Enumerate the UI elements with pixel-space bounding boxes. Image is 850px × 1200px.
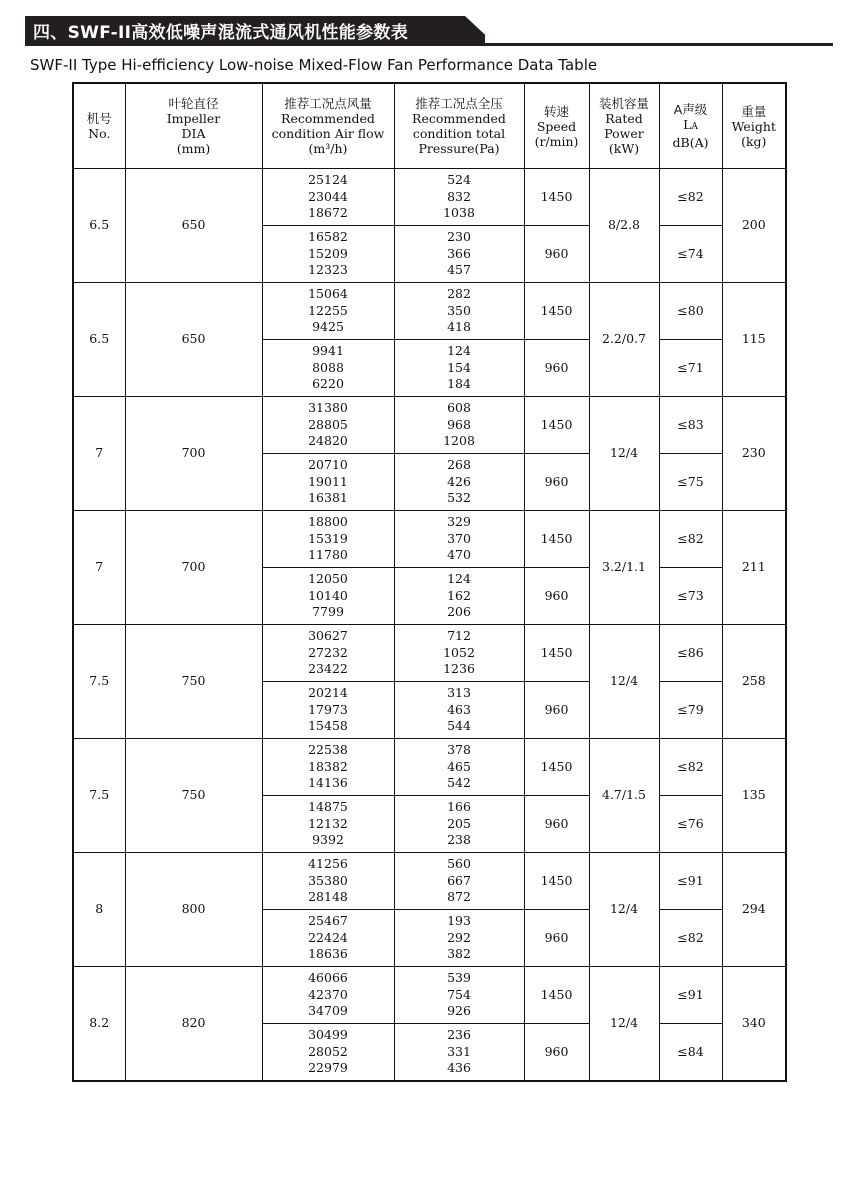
cell-no: 8 bbox=[73, 853, 125, 967]
cell-total-pressure-value: 532 bbox=[447, 490, 471, 506]
cell-no: 8.2 bbox=[73, 967, 125, 1082]
cell-total-pressure-value: 465 bbox=[447, 758, 471, 774]
cell-total-pressure-value: 205 bbox=[447, 815, 471, 831]
cell-air-flow-value: 25467 bbox=[308, 913, 348, 929]
cell-air-flow-value: 9941 bbox=[312, 343, 344, 359]
cell-noise-level: ≤82 bbox=[659, 511, 722, 568]
cell-speed: 960 bbox=[524, 454, 589, 511]
cell-air-flow-value: 12132 bbox=[308, 815, 348, 831]
cell-air-flow-value: 23422 bbox=[308, 661, 348, 677]
cell-noise-level: ≤82 bbox=[659, 739, 722, 796]
cell-noise-level: ≤75 bbox=[659, 454, 722, 511]
cell-air-flow-value: 18636 bbox=[308, 946, 348, 962]
cell-speed: 1450 bbox=[524, 283, 589, 340]
cell-total-pressure-value: 872 bbox=[447, 889, 471, 905]
cell-air-flow-value: 12323 bbox=[308, 262, 348, 278]
cell-total-pressure bbox=[394, 397, 524, 454]
header-impeller-dia: 叶轮直径 Impeller DIA (mm) bbox=[125, 83, 262, 169]
cell-speed: 960 bbox=[524, 1024, 589, 1082]
cell-total-pressure-value: 1052 bbox=[443, 644, 475, 660]
cell-air-flow-value: 16381 bbox=[308, 490, 348, 506]
cell-total-pressure-value: 166 bbox=[447, 799, 471, 815]
cell-air-flow-value: 11780 bbox=[308, 547, 348, 563]
cell-air-flow-value: 34709 bbox=[308, 1003, 348, 1019]
cell-total-pressure-value: 313 bbox=[447, 685, 471, 701]
cell-noise-level: ≤71 bbox=[659, 340, 722, 397]
cell-total-pressure-value: 832 bbox=[447, 188, 471, 204]
cell-rated-power: 12/4 bbox=[589, 625, 659, 739]
cell-weight: 211 bbox=[722, 511, 786, 625]
cell-air-flow bbox=[262, 625, 394, 682]
cell-weight: 200 bbox=[722, 169, 786, 283]
cell-total-pressure-value: 524 bbox=[447, 172, 471, 188]
cell-air-flow-value: 28052 bbox=[308, 1043, 348, 1059]
cell-speed: 1450 bbox=[524, 511, 589, 568]
cell-weight: 294 bbox=[722, 853, 786, 967]
cell-air-flow-value: 14136 bbox=[308, 775, 348, 791]
cell-noise-level: ≤84 bbox=[659, 1024, 722, 1082]
cell-air-flow-value: 16582 bbox=[308, 229, 348, 245]
cell-rated-power: 2.2/0.7 bbox=[589, 283, 659, 397]
cell-impeller-dia: 650 bbox=[125, 169, 262, 283]
cell-speed: 1450 bbox=[524, 169, 589, 226]
cell-total-pressure bbox=[394, 796, 524, 853]
cell-air-flow-value: 35380 bbox=[308, 872, 348, 888]
cell-total-pressure-value: 463 bbox=[447, 701, 471, 717]
cell-noise-level: ≤82 bbox=[659, 910, 722, 967]
cell-air-flow bbox=[262, 340, 394, 397]
cell-air-flow-value: 19011 bbox=[308, 473, 348, 489]
cell-no: 7 bbox=[73, 511, 125, 625]
cell-rated-power: 12/4 bbox=[589, 397, 659, 511]
cell-impeller-dia: 750 bbox=[125, 625, 262, 739]
cell-rated-power: 3.2/1.1 bbox=[589, 511, 659, 625]
cell-total-pressure bbox=[394, 226, 524, 283]
cell-air-flow bbox=[262, 853, 394, 910]
header-noise-level: A声级 LA dB(A) bbox=[659, 83, 722, 169]
cell-no: 7 bbox=[73, 397, 125, 511]
cell-noise-level: ≤74 bbox=[659, 226, 722, 283]
cell-air-flow-value: 12050 bbox=[308, 571, 348, 587]
cell-air-flow-value: 42370 bbox=[308, 986, 348, 1002]
section-banner bbox=[25, 16, 833, 46]
header-total-pressure: 推荐工况点全压 Recommended condition total Pressure(Pa) bbox=[394, 83, 524, 169]
cell-air-flow-value: 15458 bbox=[308, 718, 348, 734]
cell-noise-level: ≤82 bbox=[659, 169, 722, 226]
cell-total-pressure-value: 331 bbox=[447, 1043, 471, 1059]
cell-air-flow-value: 18672 bbox=[308, 205, 348, 221]
table-row bbox=[73, 169, 786, 226]
cell-air-flow bbox=[262, 454, 394, 511]
cell-total-pressure bbox=[394, 910, 524, 967]
cell-total-pressure-value: 236 bbox=[447, 1027, 471, 1043]
cell-weight: 230 bbox=[722, 397, 786, 511]
table-row bbox=[73, 397, 786, 454]
cell-total-pressure bbox=[394, 739, 524, 796]
cell-weight: 340 bbox=[722, 967, 786, 1082]
cell-speed: 1450 bbox=[524, 625, 589, 682]
cell-air-flow-value: 30627 bbox=[308, 628, 348, 644]
cell-weight: 115 bbox=[722, 283, 786, 397]
cell-noise-level: ≤80 bbox=[659, 283, 722, 340]
header-speed: 转速 Speed (r/min) bbox=[524, 83, 589, 169]
cell-total-pressure-value: 470 bbox=[447, 547, 471, 563]
cell-total-pressure bbox=[394, 454, 524, 511]
cell-total-pressure-value: 457 bbox=[447, 262, 471, 278]
cell-air-flow-value: 28805 bbox=[308, 416, 348, 432]
cell-air-flow-value: 28148 bbox=[308, 889, 348, 905]
cell-air-flow-value: 15319 bbox=[308, 530, 348, 546]
cell-total-pressure-value: 366 bbox=[447, 245, 471, 261]
table-row bbox=[73, 853, 786, 910]
table-row bbox=[73, 739, 786, 796]
cell-no: 6.5 bbox=[73, 283, 125, 397]
cell-impeller-dia: 820 bbox=[125, 967, 262, 1082]
cell-total-pressure-value: 968 bbox=[447, 416, 471, 432]
cell-speed: 1450 bbox=[524, 397, 589, 454]
cell-air-flow bbox=[262, 796, 394, 853]
cell-speed: 960 bbox=[524, 340, 589, 397]
cell-air-flow bbox=[262, 283, 394, 340]
cell-air-flow-value: 30499 bbox=[308, 1027, 348, 1043]
cell-noise-level: ≤91 bbox=[659, 967, 722, 1024]
cell-air-flow-value: 9425 bbox=[312, 319, 344, 335]
cell-total-pressure-value: 1038 bbox=[443, 205, 475, 221]
cell-total-pressure bbox=[394, 682, 524, 739]
cell-noise-level: ≤83 bbox=[659, 397, 722, 454]
cell-air-flow-value: 6220 bbox=[312, 376, 344, 392]
cell-impeller-dia: 700 bbox=[125, 511, 262, 625]
table-body bbox=[73, 169, 786, 1082]
cell-air-flow-value: 22424 bbox=[308, 929, 348, 945]
cell-total-pressure-value: 539 bbox=[447, 970, 471, 986]
cell-no: 7.5 bbox=[73, 625, 125, 739]
cell-total-pressure-value: 754 bbox=[447, 986, 471, 1002]
cell-total-pressure-value: 418 bbox=[447, 319, 471, 335]
table-row bbox=[73, 511, 786, 568]
cell-air-flow-value: 20710 bbox=[308, 457, 348, 473]
cell-rated-power: 12/4 bbox=[589, 967, 659, 1082]
cell-air-flow-value: 18800 bbox=[308, 514, 348, 530]
header-weight: 重量 Weight (kg) bbox=[722, 83, 786, 169]
cell-speed: 1450 bbox=[524, 739, 589, 796]
cell-speed: 960 bbox=[524, 226, 589, 283]
cell-total-pressure-value: 712 bbox=[447, 628, 471, 644]
cell-air-flow-value: 14875 bbox=[308, 799, 348, 815]
cell-air-flow bbox=[262, 226, 394, 283]
cell-total-pressure-value: 238 bbox=[447, 832, 471, 848]
cell-noise-level: ≤91 bbox=[659, 853, 722, 910]
cell-total-pressure-value: 350 bbox=[447, 302, 471, 318]
cell-air-flow bbox=[262, 1024, 394, 1082]
cell-air-flow-value: 12255 bbox=[308, 302, 348, 318]
cell-air-flow-value: 31380 bbox=[308, 400, 348, 416]
performance-table bbox=[72, 82, 787, 1082]
cell-weight: 135 bbox=[722, 739, 786, 853]
cell-air-flow bbox=[262, 967, 394, 1024]
cell-total-pressure-value: 436 bbox=[447, 1060, 471, 1076]
cell-total-pressure-value: 667 bbox=[447, 872, 471, 888]
cell-noise-level: ≤73 bbox=[659, 568, 722, 625]
cell-air-flow-value: 7799 bbox=[312, 604, 344, 620]
cell-total-pressure-value: 329 bbox=[447, 514, 471, 530]
cell-impeller-dia: 800 bbox=[125, 853, 262, 967]
cell-noise-level: ≤76 bbox=[659, 796, 722, 853]
cell-impeller-dia: 750 bbox=[125, 739, 262, 853]
cell-total-pressure bbox=[394, 1024, 524, 1082]
header-air-flow: 推荐工况点风量 Recommended condition Air flow (m³/h) bbox=[262, 83, 394, 169]
cell-total-pressure bbox=[394, 853, 524, 910]
cell-impeller-dia: 700 bbox=[125, 397, 262, 511]
cell-total-pressure-value: 608 bbox=[447, 400, 471, 416]
cell-speed: 1450 bbox=[524, 853, 589, 910]
cell-air-flow-value: 41256 bbox=[308, 856, 348, 872]
table-row bbox=[73, 967, 786, 1024]
cell-speed: 1450 bbox=[524, 967, 589, 1024]
cell-total-pressure bbox=[394, 340, 524, 397]
header-rated-power: 装机容量 Rated Power (kW) bbox=[589, 83, 659, 169]
cell-rated-power: 12/4 bbox=[589, 853, 659, 967]
cell-air-flow-value: 15064 bbox=[308, 286, 348, 302]
cell-air-flow-value: 22979 bbox=[308, 1060, 348, 1076]
cell-total-pressure bbox=[394, 967, 524, 1024]
header-no: 机号 No. bbox=[73, 83, 125, 169]
cell-air-flow bbox=[262, 568, 394, 625]
cell-air-flow-value: 25124 bbox=[308, 172, 348, 188]
cell-total-pressure-value: 268 bbox=[447, 457, 471, 473]
cell-noise-level: ≤86 bbox=[659, 625, 722, 682]
cell-total-pressure bbox=[394, 511, 524, 568]
cell-total-pressure-value: 282 bbox=[447, 286, 471, 302]
table-subtitle: SWF-II Type Hi-efficiency Low-noise Mixed-Flow Fan Performance Data Table bbox=[30, 56, 598, 74]
header-row bbox=[73, 83, 786, 169]
cell-no: 7.5 bbox=[73, 739, 125, 853]
cell-total-pressure-value: 124 bbox=[447, 343, 471, 359]
cell-air-flow-value: 17973 bbox=[308, 701, 348, 717]
cell-air-flow bbox=[262, 682, 394, 739]
cell-noise-level: ≤79 bbox=[659, 682, 722, 739]
cell-impeller-dia: 650 bbox=[125, 283, 262, 397]
cell-total-pressure-value: 542 bbox=[447, 775, 471, 791]
cell-air-flow-value: 8088 bbox=[312, 359, 344, 375]
cell-no: 6.5 bbox=[73, 169, 125, 283]
cell-air-flow bbox=[262, 169, 394, 226]
section-title: 四、SWF-II高效低噪声混流式通风机性能参数表 bbox=[33, 23, 408, 43]
cell-total-pressure bbox=[394, 169, 524, 226]
cell-total-pressure-value: 193 bbox=[447, 913, 471, 929]
cell-total-pressure-value: 370 bbox=[447, 530, 471, 546]
cell-total-pressure-value: 926 bbox=[447, 1003, 471, 1019]
cell-weight: 258 bbox=[722, 625, 786, 739]
cell-total-pressure-value: 426 bbox=[447, 473, 471, 489]
cell-total-pressure-value: 124 bbox=[447, 571, 471, 587]
cell-speed: 960 bbox=[524, 796, 589, 853]
cell-total-pressure-value: 1236 bbox=[443, 661, 475, 677]
cell-air-flow-value: 22538 bbox=[308, 742, 348, 758]
cell-total-pressure-value: 560 bbox=[447, 856, 471, 872]
cell-total-pressure-value: 162 bbox=[447, 587, 471, 603]
cell-air-flow-value: 9392 bbox=[312, 832, 344, 848]
cell-air-flow bbox=[262, 910, 394, 967]
cell-air-flow-value: 24820 bbox=[308, 433, 348, 449]
cell-air-flow bbox=[262, 739, 394, 796]
cell-total-pressure-value: 154 bbox=[447, 359, 471, 375]
cell-rated-power: 8/2.8 bbox=[589, 169, 659, 283]
cell-air-flow-value: 23044 bbox=[308, 188, 348, 204]
cell-total-pressure-value: 206 bbox=[447, 604, 471, 620]
table-row bbox=[73, 625, 786, 682]
cell-total-pressure bbox=[394, 625, 524, 682]
table-row bbox=[73, 283, 786, 340]
cell-total-pressure-value: 184 bbox=[447, 376, 471, 392]
cell-total-pressure-value: 1208 bbox=[443, 433, 475, 449]
cell-air-flow-value: 20214 bbox=[308, 685, 348, 701]
cell-total-pressure-value: 378 bbox=[447, 742, 471, 758]
cell-air-flow-value: 15209 bbox=[308, 245, 348, 261]
cell-total-pressure bbox=[394, 568, 524, 625]
cell-speed: 960 bbox=[524, 568, 589, 625]
cell-total-pressure-value: 292 bbox=[447, 929, 471, 945]
cell-total-pressure bbox=[394, 283, 524, 340]
banner-underline bbox=[25, 43, 833, 46]
cell-rated-power: 4.7/1.5 bbox=[589, 739, 659, 853]
cell-total-pressure-value: 230 bbox=[447, 229, 471, 245]
cell-air-flow bbox=[262, 511, 394, 568]
cell-air-flow-value: 46066 bbox=[308, 970, 348, 986]
cell-total-pressure-value: 382 bbox=[447, 946, 471, 962]
cell-speed: 960 bbox=[524, 910, 589, 967]
cell-air-flow bbox=[262, 397, 394, 454]
cell-total-pressure-value: 544 bbox=[447, 718, 471, 734]
cell-speed: 960 bbox=[524, 682, 589, 739]
cell-air-flow-value: 27232 bbox=[308, 644, 348, 660]
cell-air-flow-value: 10140 bbox=[308, 587, 348, 603]
cell-air-flow-value: 18382 bbox=[308, 758, 348, 774]
